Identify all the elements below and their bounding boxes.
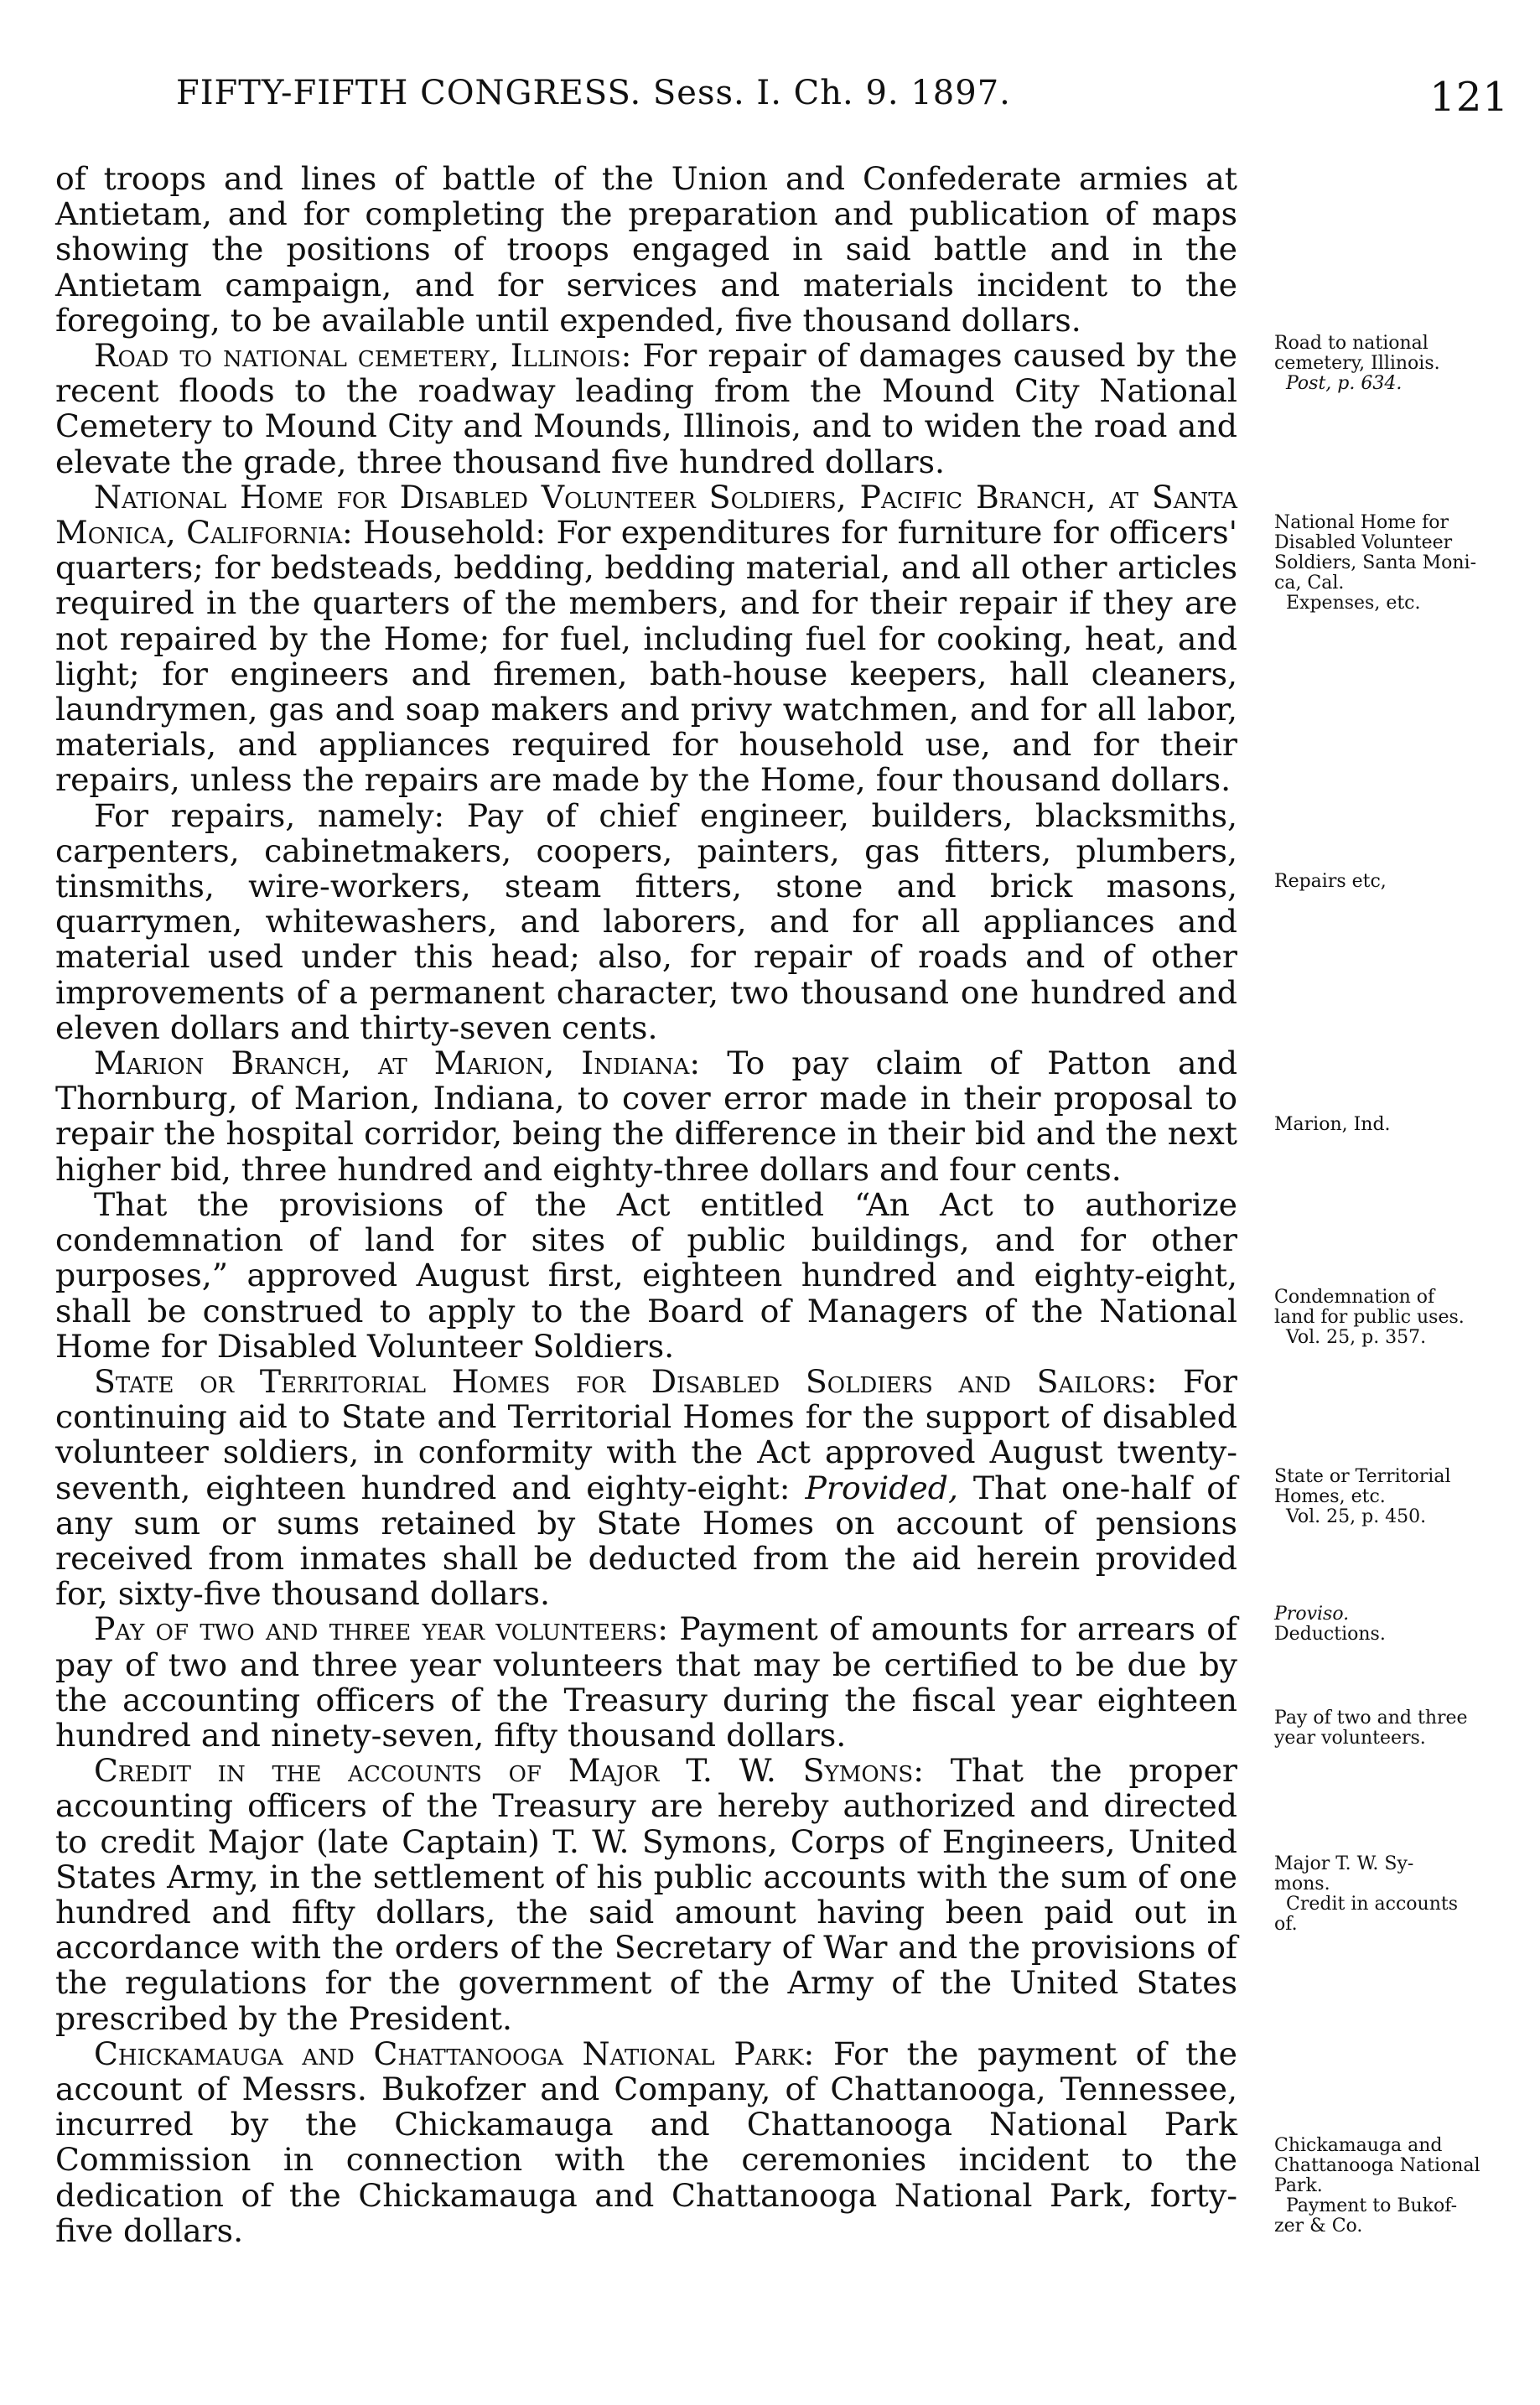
margin-note-repairs: Repairs etc, [1274, 871, 1387, 892]
margin-note-marion: Marion, Ind. [1274, 1114, 1391, 1135]
paragraph-antietam: of troops and lines of battle of the Union and Confederate armies at Antietam, and for completing the preparation and publication of maps showing the positions of troops engaged in said battle and in the Antietam campaign, and for services and materials incident to the foregoing, to be available until expended, five thousand dollars. [55, 160, 1237, 339]
paragraph-pay-volunteers: Pay of two and three year volunteers: Payment of amounts for arrears of pay of two and three year volunteers that may be certified to be due by the accounting officers of the Treasury during the fiscal year eighteen hundred and ninety-seven, fifty thousand dollars. [55, 1610, 1237, 1754]
margin-note-condemnation: Condemnation of land for public uses. Vol. 25, p. 357. [1274, 1287, 1465, 1348]
running-title: FIFTY-FIFTH CONGRESS. Sess. I. Ch. 9. 1897. [176, 74, 1011, 112]
margin-note-chickamauga: Chickamauga and Chattanooga National Park. Payment to Bukof- zer & Co. [1274, 2135, 1480, 2237]
margin-note-proviso: Proviso. Deductions. [1274, 1604, 1386, 1645]
margin-note-pay: Pay of two and three year volunteers. [1274, 1708, 1468, 1749]
paragraph-condemnation: That the provisions of the Act entitled “An Act to authorize condemnation of land for sites of public buildings, and for other purposes,” approved August first, eighteen hundred and eighty-eight, shall be construed to apply to the Board of Managers of the National Home for Disabled Volunteer Soldiers. [55, 1185, 1237, 1365]
section-heading: National Home for Disabled Volunteer Soldiers, Pacific Branch, at Santa Monica, California: [55, 478, 1237, 552]
section-heading: Credit in the accounts of Major T. W. Symons: [94, 1752, 924, 1790]
section-heading: Marion Branch, at Marion, Indiana: [94, 1044, 701, 1082]
statute-body [55, 161, 1237, 2248]
margin-note-symons: Major T. W. Sy- mons. Credit in accounts of. [1274, 1853, 1458, 1935]
paragraph-repairs: For repairs, namely: Pay of chief engineer, builders, blacksmiths, carpenters, cabinetmakers, coopers, painters, gas fitters, plumbers, tinsmiths, wire-workers, steam fitters, stone and brick masons, quarrymen, whitewashers, and laborers, and for all appliances and material used under this head; also, for repair of roads and of other improvements of a permanent character, two thousand one hundred and eleven dollars and thirty-seven cents. [55, 796, 1237, 1046]
section-heading: Chickamauga and Chattanooga National Park: [94, 2034, 815, 2072]
proviso-word: Provided, [805, 1469, 958, 1506]
page-header [176, 74, 1509, 124]
paragraph-symons: Credit in the accounts of Major T. W. Symons: That the proper accounting officers of the Treasury are hereby authorized and directed to credit Major (late Captain) T. W. Symons, Corps of Engineers, United States Army, in the settlement of his public accounts with the sum of one hundred and fifty dollars, the said amount having been paid out in accordance with the orders of the Secretary of War and the provisions of the regulations for the government of the Army of the United States prescribed by the President. [55, 1752, 1238, 2037]
margin-note-state-homes: State or Territorial Homes, etc. Vol. 25, p. 450. [1274, 1466, 1451, 1527]
page-number: 121 [1429, 74, 1509, 121]
paragraph-state-homes: State or Territorial Homes for Disabled Soldiers and Sailors: For continuing aid to State and Territorial Homes for the support of disabled volunteer soldiers, in conformity with the Act approved August twenty-seventh, eighteen hundred and eighty-eight: Provided, That one-half of any sum or sums retained by State Homes on account of pensions received from inmates shall be deducted from the aid herein provided for, sixty-five thousand dollars. [55, 1362, 1238, 1613]
section-heading: Pay of two and three year volunteers: [94, 1610, 668, 1648]
paragraph-chickamauga: Chickamauga and Chattanooga National Park: For the payment of the account of Messrs. Bukofzer and Company, of Chattanooga, Tennessee, incurred by the Chickamauga and Chattanooga National Park Commission in connection with the ceremonies incident to the dedication of the Chickamauga and Chattanooga National Park, forty-five dollars. [55, 2034, 1237, 2249]
margin-note-road: Road to national cemetery, Illinois. Post, p. 634. [1274, 333, 1440, 394]
section-heading: State or Territorial Homes for Disabled Soldiers and Sailors: [94, 1362, 1158, 1400]
paragraph-marion: Marion Branch, at Marion, Indiana: To pay claim of Patton and Thornburg, of Marion, Indiana, to cover error made in their proposal to repair the hospital corridor, being the difference in their bid and the next higher bid, three hundred and eighty-three dollars and four cents. [55, 1044, 1238, 1188]
paragraph-national-home: National Home for Disabled Volunteer Soldiers, Pacific Branch, at Santa Monica, California: Household: For expenditures for furniture for officers' quarters; for bedsteads, bedding, bedding material, and all other articles required in the quarters of the members, and for their repair if they are not repaired by the Home; for fuel, including fuel for cooking, heat, and light; for engineers and firemen, bath-house keepers, hall cleaners, laundrymen, gas and soap makers and privy watchmen, and for all labor, materials, and appliances required for household use, and for their repairs, unless the repairs are made by the Home, four thousand dollars. [55, 478, 1237, 799]
paragraph-road-cemetery: Road to national cemetery, Illinois: For repair of damages caused by the recent floods to the roadway leading from the Mound City National Cemetery to Mound City and Mounds, Illinois, and to widen the road and elevate the grade, three thousand five hundred dollars. [55, 337, 1237, 480]
section-heading: Road to national cemetery, Illinois: [94, 337, 632, 375]
margin-note-national-home: National Home for Disabled Volunteer Soldiers, Santa Moni- ca, Cal. Expenses, etc. [1274, 512, 1477, 614]
